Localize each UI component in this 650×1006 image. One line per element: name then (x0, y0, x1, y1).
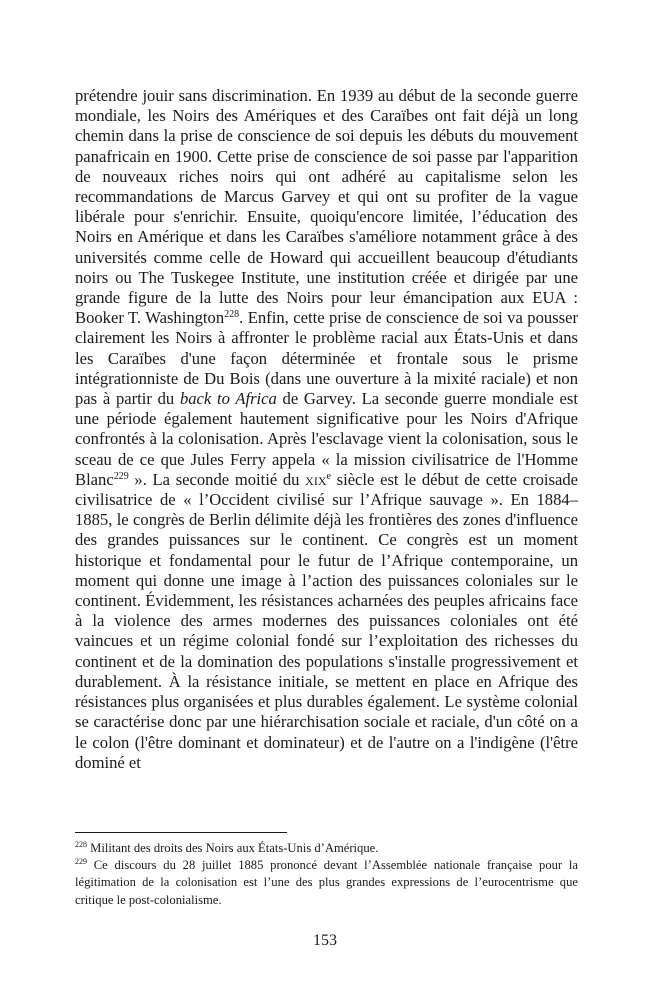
footnotes (75, 840, 578, 909)
body-paragraph (75, 86, 578, 773)
footnote-ref-229[interactable]: 229 (113, 470, 129, 482)
century-numeral: xix (305, 469, 327, 489)
text-segment-1: prétendre jouir sans discrimination. En 1939 au début de la seconde guerre mondiale, les Noirs des Amériques et des Caraïbes ont fait déjà un long chemin dans la prise de conscience de soi depuis les débuts du mouvement panafricain en 1900. Cette prise de conscience de soi passe par l'apparition de nouveaux riches noirs qui ont adhéré au capitalisme selon les recommandations de Marcus Garvey et qui ont su profiter de la vague libérale pour s'enrichir. Ensuite, quoiqu'encore limitée, l’éducation des Noirs en Amérique et dans les Caraïbes s'améliore notamment grâce à des universités comme celle de Howard qui accueillent beaucoup d'étudiants noirs ou The Tuskegee Institute, une institution créée et dirigée par une grande figure de la lutte des Noirs pour leur émancipation aux EUA : Booker T. Washington (75, 86, 578, 328)
century-superscript: e (326, 470, 331, 482)
italic-phrase: back to Africa (179, 389, 277, 409)
text-segment-4: ». La seconde moitié du (128, 469, 306, 489)
text-segment-3: de Garvey. La seconde guerre mondiale est une période également hautement significative pour les Noirs d'Afrique confrontés à la colonisation. Après l'esclavage vient la colonisation, sous le sceau de ce que Jules Ferry appela « la mission civilisatrice de l'Homme Blanc (75, 389, 578, 489)
footnote-separator (75, 832, 287, 833)
footnote-228 (75, 840, 578, 857)
footnote-number: 228 (75, 840, 87, 849)
footnote-text: Militant des droits des Noirs aux États-Unis d’Amérique. (90, 841, 379, 855)
footnote-229 (75, 857, 578, 909)
footnote-text: Ce discours du 28 juillet 1885 prononcé devant l’Assemblée nationale française pour la légitimation de la colonisation est l’une des plus grandes expressions de l’eurocentrisme que critique le post-colonialisme. (75, 858, 578, 907)
footnote-number: 229 (75, 857, 87, 867)
page-number: 153 (313, 932, 337, 949)
footnote-ref-228[interactable]: 228 (224, 309, 240, 321)
main-paragraph (75, 86, 578, 773)
text-segment-2: . Enfin, cette prise de conscience de soi va pousser clairement les Noirs à affronter le problème racial aux États-Unis et dans les Caraïbes d'une façon déterminée et frontale sous le prisme intégrationniste de Du Bois (dans une ouverture à la mixité raciale) et non pas à partir du (75, 308, 578, 409)
text-segment-5: siècle est le début de cette croisade civilisatrice de « l’Occident civilisé sur l’Afrique sauvage ». En 1884–1885, le congrès de Berlin délimite déjà les frontières des zones d'influence des grandes puissances sur le continent. Ce congrès est un moment historique et fondamental pour le futur de l’Afrique contemporaine, un moment qui donne une image à l’action des puissances coloniales sur le continent. Évidemment, les résistances acharnées des peuples africains face à la violence des armes modernes des puissances coloniales ont été vaincues et un régime colonial fondé sur l’exploitation des richesses du continent et de la domination des populations s'installe progressivement et durablement. À la résistance initiale, se mettent en place en Afrique des résistances plus organisées et plus durables également. Le système colonial se caractérise donc par une hiérarchisation sociale et raciale, d'un côté on a le colon (l'être dominant et dominateur) et de l'autre on a l'indigène (l'être dominé et (75, 469, 578, 772)
page-body (75, 86, 578, 773)
